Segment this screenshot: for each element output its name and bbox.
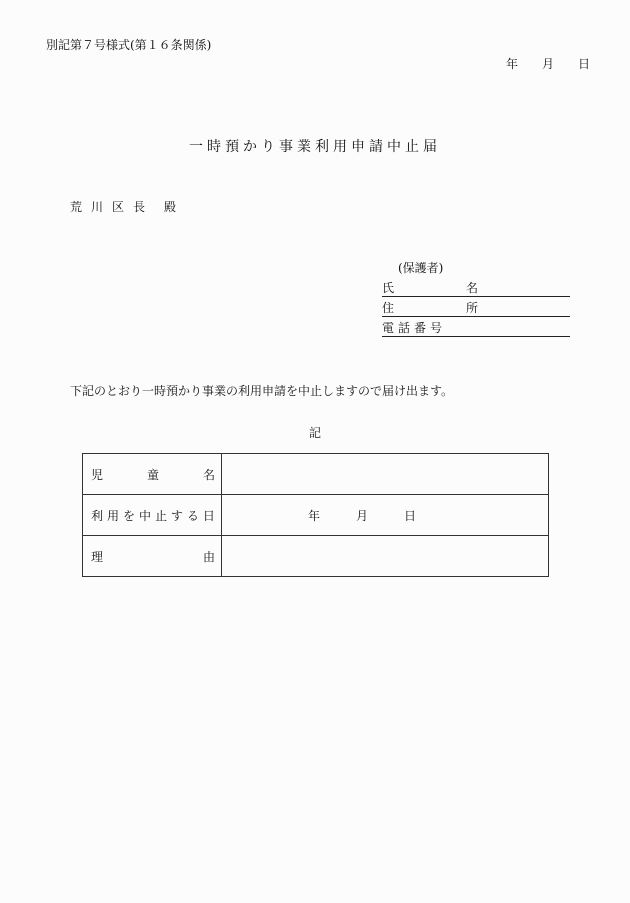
guardian-name-label: 氏 名 xyxy=(382,281,509,295)
cancel-date-units xyxy=(222,507,548,524)
reason-value-cell[interactable] xyxy=(222,536,549,577)
form-number: 別記第７号様式(第１６条関係) xyxy=(46,38,212,52)
cancel-date-value-cell[interactable] xyxy=(222,495,549,536)
cancel-date-label-cell xyxy=(83,495,222,536)
cancel-date-label xyxy=(91,507,215,524)
reason-label-char: 由 xyxy=(202,549,215,564)
child-name-label-char: 児 xyxy=(91,467,104,482)
date-day-unit: 日 xyxy=(578,57,591,71)
addressee-honorific: 殿 xyxy=(164,200,186,214)
cancel-date-label-char: る xyxy=(186,508,199,523)
guardian-address-label: 住 所 xyxy=(382,301,509,315)
child-name-label xyxy=(91,466,215,483)
detail-table xyxy=(82,453,549,577)
addressee xyxy=(70,198,185,215)
date-year-unit: 年 xyxy=(506,57,519,71)
cancel-date-year-unit: 年 xyxy=(308,508,321,523)
child-name-value-cell[interactable] xyxy=(222,454,549,495)
table-row xyxy=(83,454,549,495)
cancel-date-label-char: 中 xyxy=(138,508,151,523)
cancel-date-label-char: 利 xyxy=(91,508,104,523)
addressee-name: 荒川区長 xyxy=(70,200,155,214)
statement-text: 下記のとおり一時預かり事業の利用申請を中止しますので届け出ます。 xyxy=(70,384,454,398)
page-title: 一時預かり事業利用申請中止届 xyxy=(189,139,441,155)
ki-heading: 記 xyxy=(308,426,321,440)
child-name-label-char: 童 xyxy=(146,467,159,482)
reason-label-cell xyxy=(83,536,222,577)
guardian-label: (保護者) xyxy=(398,261,444,275)
submission-date xyxy=(506,55,590,72)
cancel-date-label-char: を xyxy=(122,508,135,523)
table-row xyxy=(83,536,549,577)
cancel-date-label-char: 止 xyxy=(154,508,167,523)
guardian-phone-label: 電話番号 xyxy=(382,321,447,335)
guardian-name-field[interactable] xyxy=(382,279,570,297)
cancel-date-label-char: 日 xyxy=(202,508,215,523)
guardian-address-field[interactable] xyxy=(382,299,570,317)
cancel-date-label-char: 用 xyxy=(106,508,119,523)
child-name-label-cell xyxy=(83,454,222,495)
reason-label xyxy=(91,548,215,565)
date-month-unit: 月 xyxy=(542,57,555,71)
reason-label-char: 理 xyxy=(91,549,104,564)
child-name-label-char: 名 xyxy=(202,467,215,482)
table-row xyxy=(83,495,549,536)
cancel-date-month-unit: 月 xyxy=(356,508,369,523)
guardian-phone-field[interactable] xyxy=(382,319,570,337)
cancel-date-label-char: す xyxy=(170,508,183,523)
cancel-date-day-unit: 日 xyxy=(404,508,417,523)
